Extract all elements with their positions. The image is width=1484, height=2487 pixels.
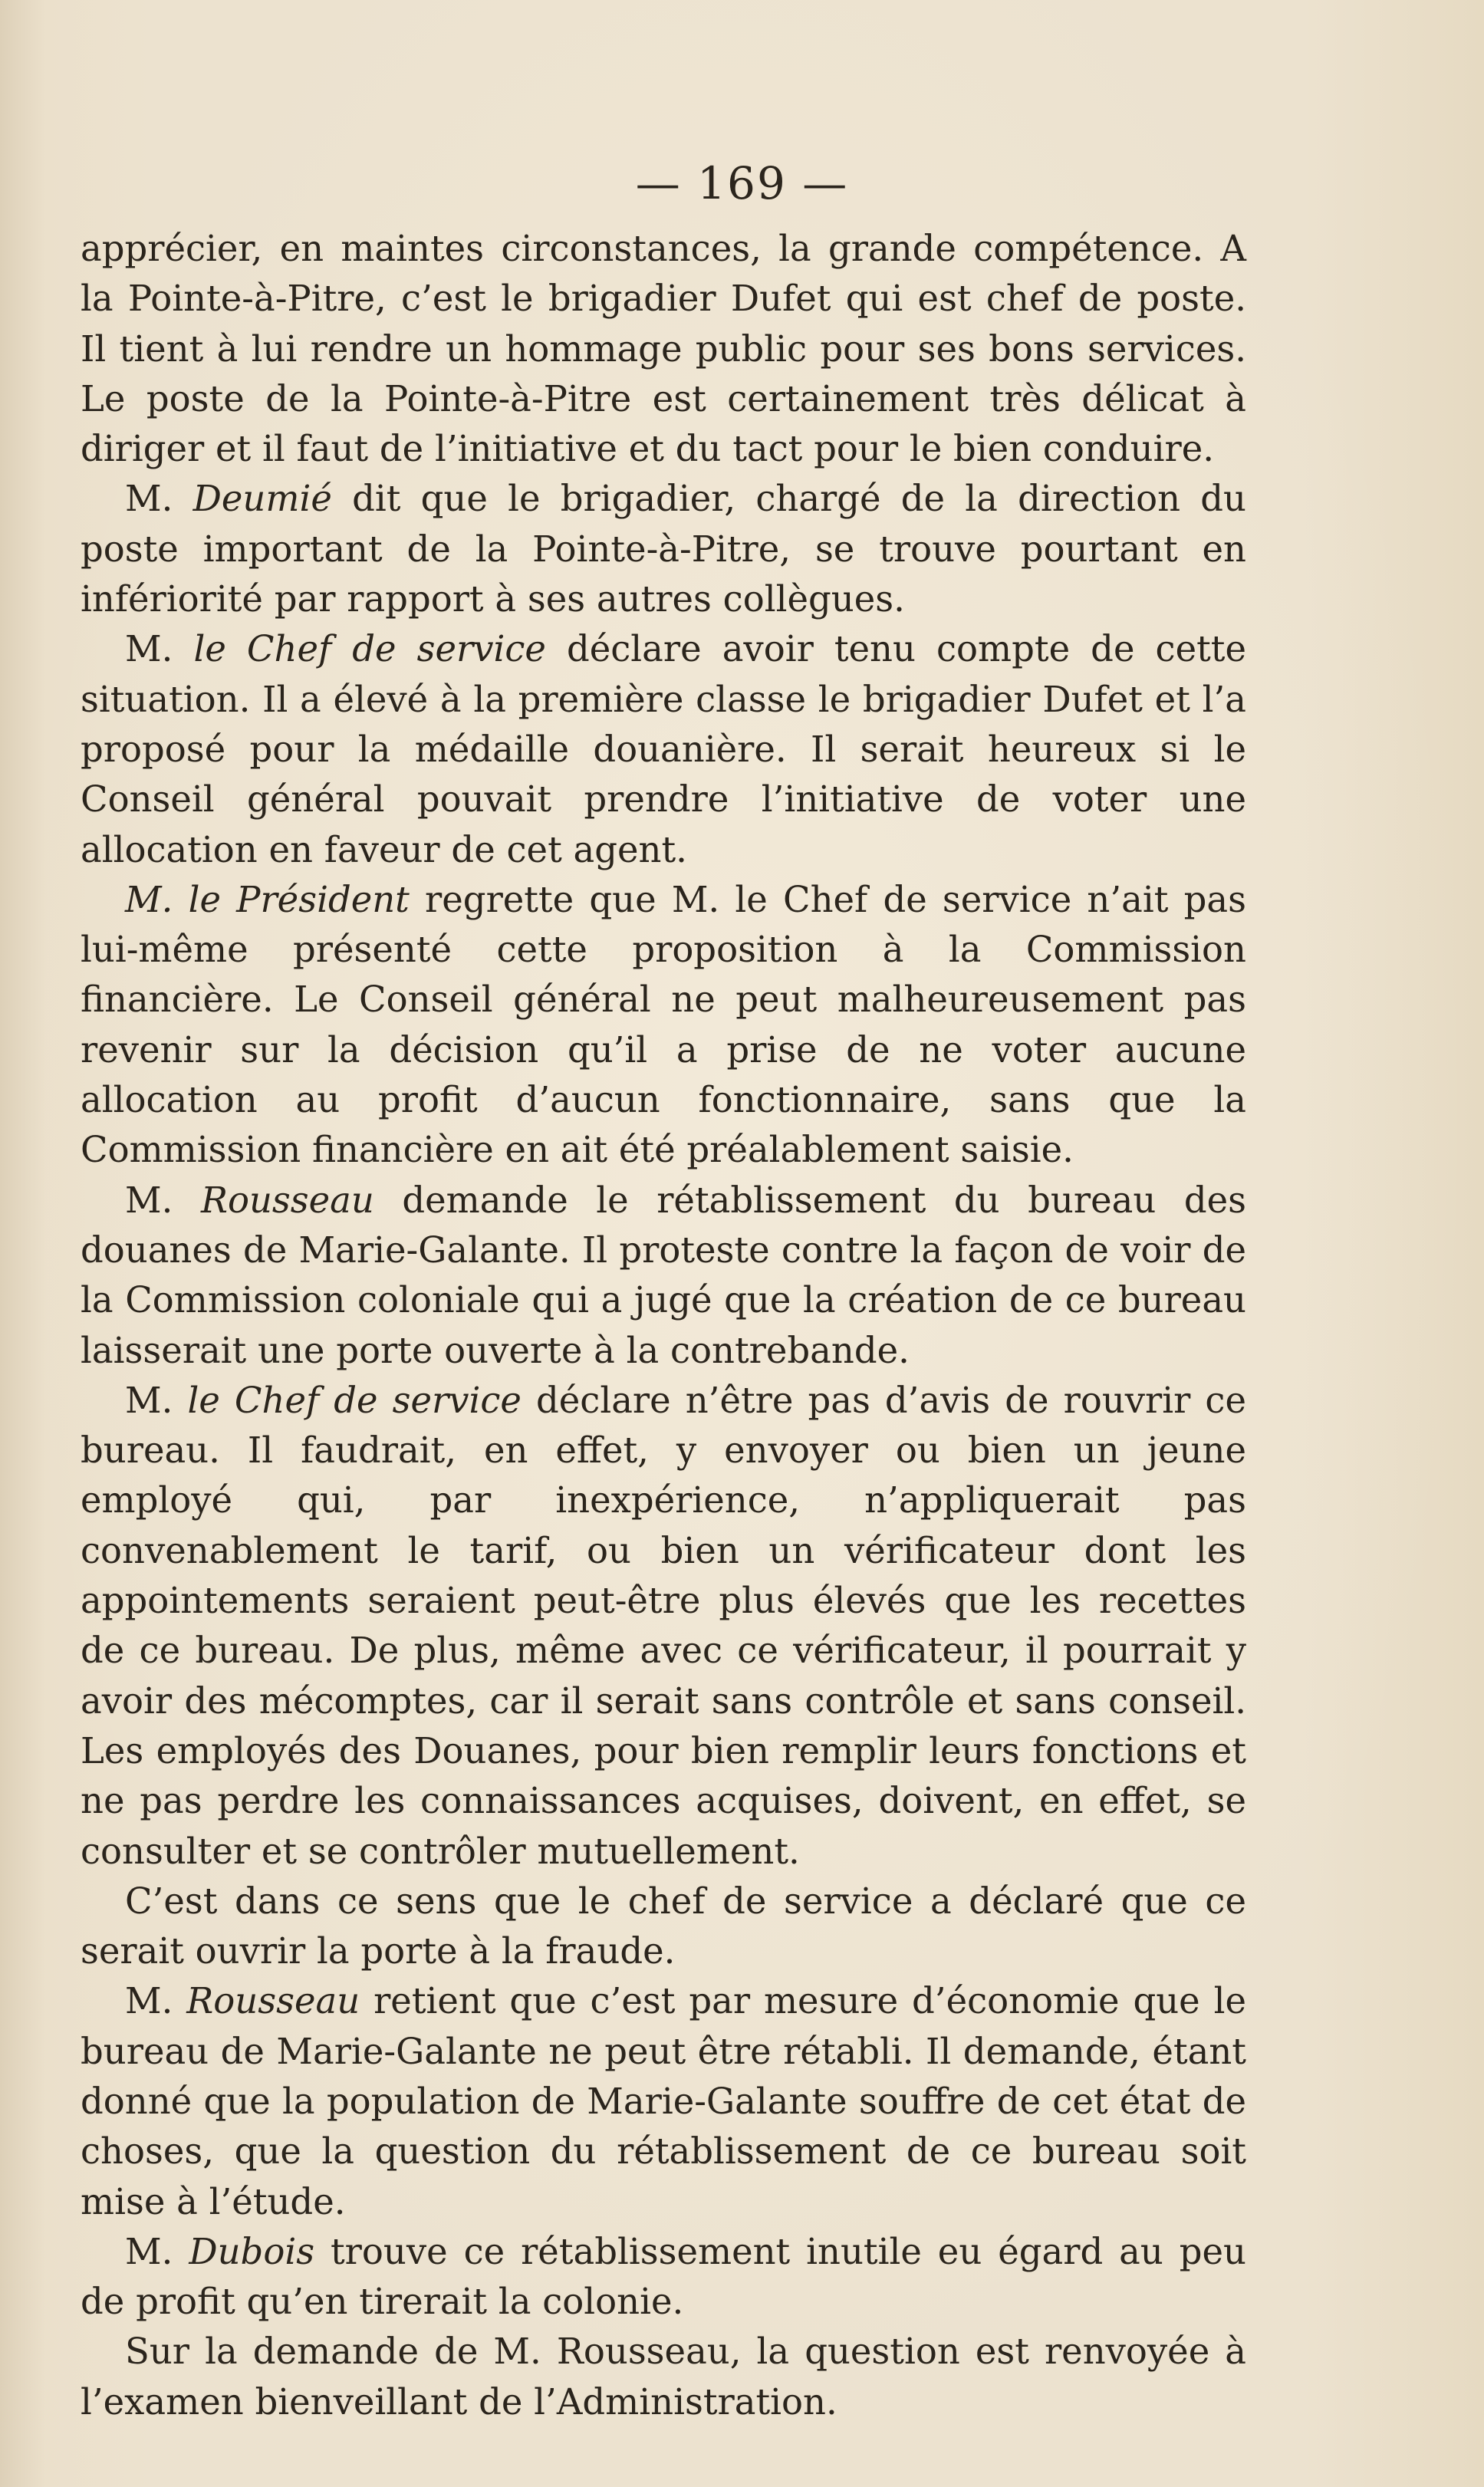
- speaker-name: Deumié: [192, 478, 332, 520]
- text-run: M.: [125, 478, 193, 520]
- paragraph: [81, 875, 1246, 1176]
- paragraph: [81, 1877, 1246, 1977]
- text-run: Sur la demande de M. Rousseau, la question est renvoyée à l’examen bienveillant de l’Administration.: [81, 2331, 1246, 2423]
- paragraph: [81, 1376, 1246, 1877]
- paragraph: [81, 474, 1246, 624]
- page-number: — 169 —: [635, 157, 849, 209]
- text-run: demande le rétablissement du bureau des douanes de Marie-Galante. Il proteste contre la façon de voir de la Commission coloniale qui a jugé que la création de ce bureau laisserait une porte ouverte à la contrebande.: [81, 1179, 1246, 1371]
- text-run: M.: [125, 1179, 201, 1221]
- text-run: C’est dans ce sens que le chef de service a déclaré que ce serait ouvrir la porte à la fraude.: [81, 1880, 1246, 1972]
- paragraph: [81, 2327, 1246, 2427]
- text-run: apprécier, en maintes circonstances, la grande compétence. A la Pointe-à-Pitre, c’est le brigadier Dufet qui est chef de poste. Il tient à lui rendre un hommage public pour ses bons services. Le poste de la Pointe-à-Pitre est certainement très délicat à diriger et il faut de l’initiative et du tact pour le bien conduire.: [81, 228, 1246, 470]
- speaker-name: M. le Président: [125, 878, 410, 920]
- speaker-name: Dubois: [189, 2230, 315, 2272]
- paragraph: [81, 1176, 1246, 1376]
- speaker-name: Rousseau: [200, 1179, 374, 1221]
- text-run: M.: [125, 1379, 188, 1421]
- paragraph: [81, 1976, 1246, 2226]
- speaker-name: le Chef de service: [193, 628, 546, 670]
- text-run: trouve ce rétablissement inutile eu égard au peu de profit qu’en tirerait la colonie.: [81, 2230, 1246, 2323]
- text-run: M.: [125, 2230, 189, 2272]
- body-text: [81, 224, 1246, 2427]
- text-run: regrette que M. le Chef de service n’ait pas lui-même présenté cette proposition à la Commission financière. Le Conseil général ne peut malheureusement pas revenir sur la décision qu’il a prise de ne voter aucune allocation au profit d’aucun fonctionnaire, sans que la Commission financière en ait été préalablement saisie.: [81, 878, 1246, 1171]
- speaker-name: Rousseau: [186, 1980, 360, 2022]
- speaker-name: le Chef de service: [187, 1379, 522, 1421]
- text-run: dit que le brigadier, chargé de la direction du poste important de la Pointe-à-Pitre, se trouve pourtant en infériorité par rapport à ses autres collègues.: [81, 478, 1246, 620]
- paragraph: [81, 2227, 1246, 2327]
- text-run: M.: [125, 628, 194, 670]
- text-run: M.: [125, 1980, 187, 2022]
- text-run: déclare n’être pas d’avis de rouvrir ce bureau. Il faudrait, en effet, y envoyer ou bien un jeune employé qui, par inexpérience, n’appliquerait pas convenablement le tarif, ou bien un vérificateur dont les appointements seraient peut-être plus élevés que les recettes de ce bureau. De plus, même avec ce vérificateur, il pourrait y avoir des mécomptes, car il serait sans contrôle et sans conseil. Les employés des Douanes, pour bien remplir leurs fonctions et ne pas perdre les connaissances acquises, doivent, en effet, se consulter et se contrôler mutuellement.: [81, 1379, 1246, 1872]
- paragraph: [81, 224, 1246, 474]
- text-run: déclare avoir tenu compte de cette situation. Il a élevé à la première classe le brigadier Dufet et l’a proposé pour la médaille douanière. Il serait heureux si le Conseil général pouvait prendre l’initiative de voter une allocation en faveur de cet agent.: [81, 628, 1246, 870]
- paragraph: [81, 624, 1246, 874]
- text-run: retient que c’est par mesure d’économie que le bureau de Marie-Galante ne peut être rétabli. Il demande, étant donné que la population de Marie-Galante souffre de cet état de choses, que la question du rétablissement de ce bureau soit mise à l’étude.: [81, 1980, 1246, 2222]
